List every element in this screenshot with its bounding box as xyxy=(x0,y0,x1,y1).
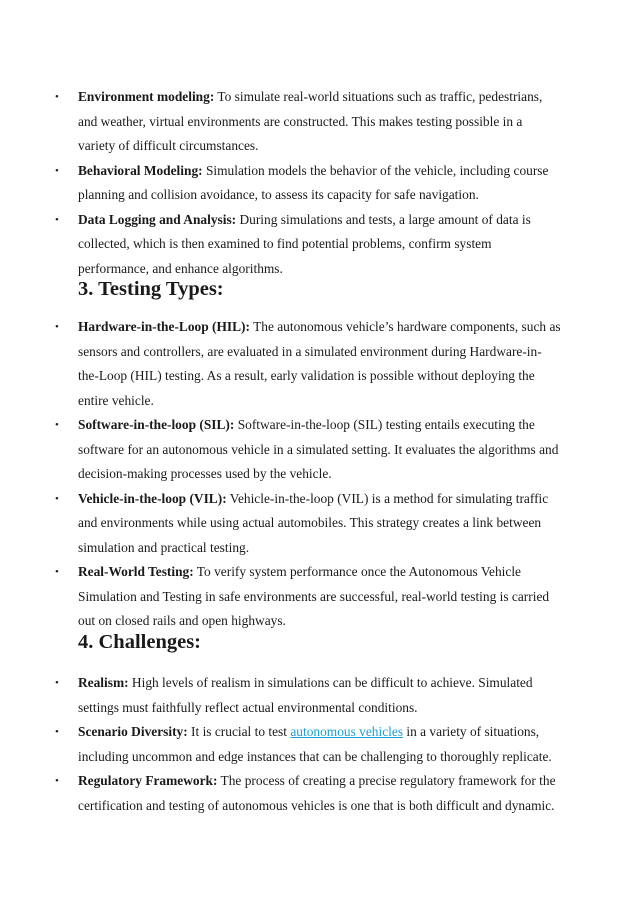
bullet-icon: • xyxy=(55,91,59,103)
testing-types-bullet-list xyxy=(52,315,562,634)
list-item-term: Hardware-in-the-Loop (HIL): xyxy=(78,319,250,334)
list-item-vil xyxy=(52,487,562,561)
intro-bullet-list xyxy=(52,85,562,281)
autonomous-vehicles-link[interactable]: autonomous vehicles xyxy=(290,724,404,739)
list-item-text: High levels of realism in simulations can be difficult to achieve. Simulated settings must faithfully reflect actual environmental conditions. xyxy=(78,675,533,715)
list-item-term: Realism: xyxy=(78,675,129,690)
list-item-term: Scenario Diversity: xyxy=(78,724,188,739)
list-item-sil xyxy=(52,413,562,487)
bullet-icon: • xyxy=(55,566,59,578)
bullet-icon: • xyxy=(55,775,59,787)
list-item-text: Simulation models the behavior of the vehicle, including course planning and collision avoidance, to assess its capacity for safe navigation. xyxy=(78,162,549,202)
list-item-text: The process of creating a precise regulatory framework for the certification and testing of autonomous vehicles is one that is both difficult and dynamic. xyxy=(78,773,556,813)
bullet-icon: • xyxy=(55,164,59,177)
list-item-term: Behavioral Modeling: xyxy=(78,162,203,178)
list-item-text: During simulations and tests, a large amount of data is collected, which is then examined to find potential problems, confirm system performance, and enhance algorithms. xyxy=(78,211,531,276)
list-item-environment-modeling xyxy=(52,85,562,159)
list-item-regulatory-framework xyxy=(52,769,562,818)
list-item-scenario-diversity xyxy=(52,720,562,769)
list-item-realism xyxy=(52,671,562,720)
list-item-text: in a variety of situations, including uncommon and edge instances that can be challenging to thoroughly replicate. xyxy=(78,724,552,764)
section-heading-challenges: 4. Challenges: xyxy=(78,631,201,653)
list-item-data-logging xyxy=(52,208,562,282)
list-item-text: Vehicle-in-the-loop (VIL) is a method for simulating traffic and environments while using actual automobiles. This strategy creates a link between simulation and practical testing. xyxy=(78,490,549,555)
list-item-real-world-testing xyxy=(52,560,562,634)
list-item-text: It is crucial to test xyxy=(187,724,291,739)
bullet-icon: • xyxy=(55,677,59,689)
list-item-term: Software-in-the-loop (SIL): xyxy=(78,417,235,432)
bullet-icon: • xyxy=(55,213,59,226)
bullet-icon: • xyxy=(55,419,59,431)
bullet-icon: • xyxy=(55,726,59,738)
list-item-text: Software-in-the-loop (SIL) testing entails executing the software for an autonomous vehicle in a simulated setting. It evaluates the algorithms and decision-making processes used by the vehicle. xyxy=(78,417,559,481)
list-item-behavioral-modeling xyxy=(52,159,562,208)
list-item-term: Data Logging and Analysis: xyxy=(78,211,237,227)
challenges-bullet-list xyxy=(52,671,562,818)
list-item-text: To simulate real-world situations such as traffic, pedestrians, and weather, virtual environments are constructed. This makes testing possible in a variety of difficult circumstances. xyxy=(78,89,543,153)
section-heading-testing-types: 3. Testing Types: xyxy=(78,278,224,300)
list-item-term: Vehicle-in-the-loop (VIL): xyxy=(78,490,227,506)
bullet-icon: • xyxy=(55,492,59,505)
list-item-term: Regulatory Framework: xyxy=(78,773,218,788)
bullet-icon: • xyxy=(55,321,59,333)
list-item-text: The autonomous vehicle’s hardware components, such as sensors and controllers, are evaluated in a simulated environment during Hardware-in-the-Loop (HIL) testing. As a result, early validation is possible without deploying the entire vehicle. xyxy=(78,319,561,408)
list-item-term: Environment modeling: xyxy=(78,89,215,104)
list-item-text: To verify system performance once the Autonomous Vehicle Simulation and Testing in safe environments are successful, real-world testing is carried out on closed rails and open highways. xyxy=(78,564,550,628)
list-item-hil xyxy=(52,315,562,413)
list-item-term: Real-World Testing: xyxy=(78,564,194,579)
